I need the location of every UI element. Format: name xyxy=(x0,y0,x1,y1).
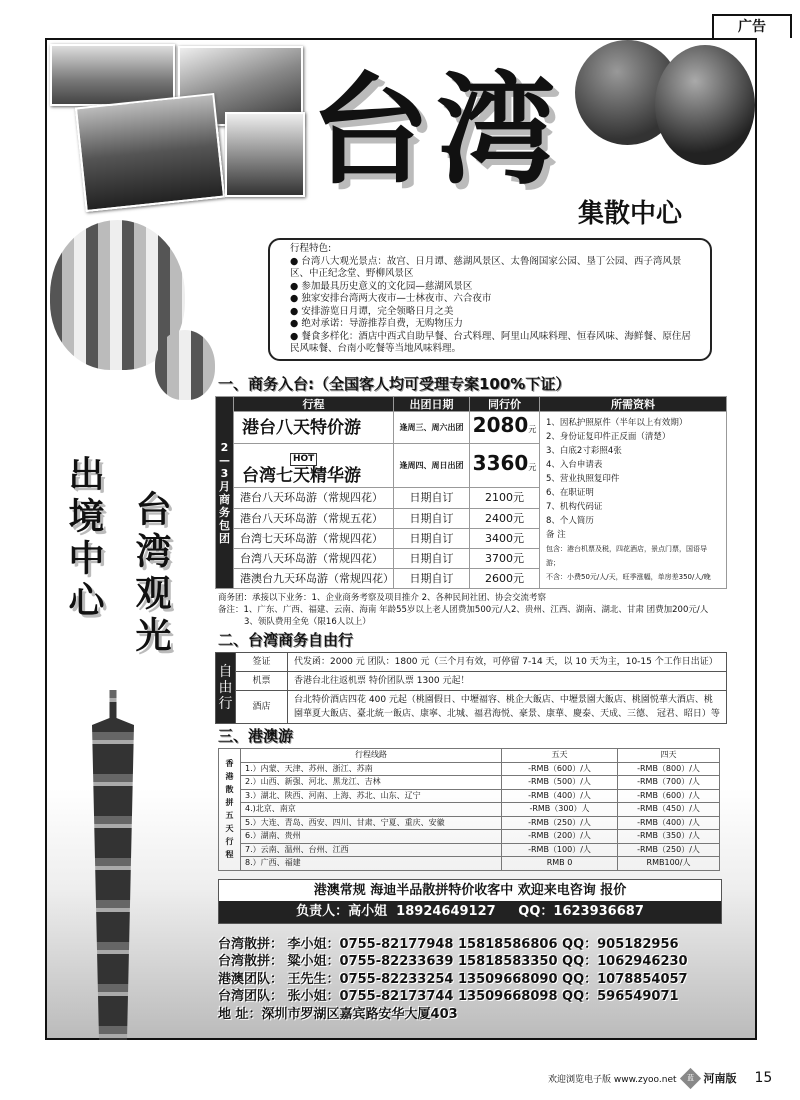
note-line: 备注：1、广东、广西、福建、云南、海南 年龄55岁以上老人团费加500元/人2、贵州、江西、湖南、湖北、甘肃 团费加200元/人 xyxy=(218,605,709,615)
contact-list xyxy=(218,936,727,1024)
logo-diamond-icon xyxy=(679,1067,700,1088)
section1-notes xyxy=(218,592,727,628)
tour-price: 2600元 xyxy=(470,568,540,588)
business-tour-table xyxy=(215,396,727,589)
tour-price: 3700元 xyxy=(470,548,540,568)
subtitle: 集散中心 xyxy=(578,199,683,229)
doc-item: 8、个人简历 xyxy=(546,516,594,526)
price-4-day: -RMB（450）/人 xyxy=(618,803,720,817)
feature-item: ● 独家安排台湾两大夜市—士林夜市、六合夜市 xyxy=(290,293,492,304)
table-row xyxy=(216,653,727,672)
table-row xyxy=(216,412,727,444)
feature-item: ● 参加最具历史意义的文化园—慈湖风景区 xyxy=(290,280,473,292)
contact-line: 港澳团队： 王先生：0755-82233254 13509668090 QQ：1078854057 xyxy=(218,971,688,987)
price-4-day: RMB100/人 xyxy=(618,857,720,871)
price-5-day: RMB 0 xyxy=(502,857,618,871)
feature-text: 绝对承诺：导游推荐自费，无购物压力 xyxy=(301,318,463,329)
tour-price: 2400元 xyxy=(470,508,540,528)
tour-date: 日期自订 xyxy=(394,548,470,568)
section3-title: 三、港澳游 xyxy=(218,727,294,745)
col-header: 行程线路 xyxy=(241,749,502,763)
tour-price xyxy=(470,444,540,488)
page-number: 15 xyxy=(754,1070,773,1086)
contact-line: 台湾团队： 张小姐：0755-82173744 13509668098 QQ：596549071 xyxy=(218,989,679,1004)
required-docs xyxy=(540,412,727,589)
price-4-day: -RMB（800）/人 xyxy=(618,762,720,776)
table-row xyxy=(219,776,720,790)
note-line: 商务团：承接以下业务：1、企业商务考察及项目推介 2、各种民间社团、协会交流考察 xyxy=(218,593,547,603)
feature-item: ● 绝对承诺：导游推荐自费，无购物压力 xyxy=(290,318,463,329)
table-row xyxy=(219,803,720,817)
features-heading: 行程特色: xyxy=(290,243,332,254)
price-value: 3360 xyxy=(472,451,529,476)
price-5-day: -RMB（300）人 xyxy=(502,803,618,817)
feature-text: 安排游览日月谭，完全领略日月之美 xyxy=(301,305,454,317)
price-unit: 元 xyxy=(528,425,537,435)
row-text: 代发函：2000 元 团队：1800 元（三个月有效，可停留 7-14 天，以 10 天为主，10-15 个工作日出证） xyxy=(288,653,727,672)
feature-text: 餐食多样化：酒店中西式自助早餐、台式料理、阿里山风味料理、恒春风味、海鲜餐、原住居民风味餐、台南小吃餐等当地风味料理。 xyxy=(290,330,691,354)
price-4-day: -RMB（600）/人 xyxy=(618,789,720,803)
section1-title: 一、商务入台:（全国客人均可受理专案100%下证） xyxy=(218,375,571,393)
side-label: 自由行 xyxy=(216,653,236,724)
price-5-day: -RMB（400）/人 xyxy=(502,789,618,803)
tour-name: 台湾七天环岛游（常规四花） xyxy=(234,528,394,548)
banner-line2: 负责人：高小姐 18924649127 QQ：1623936687 xyxy=(219,901,721,923)
table-row xyxy=(219,762,720,776)
col-header: 所需资料 xyxy=(540,397,727,412)
price-4-day: -RMB（700）/人 xyxy=(618,776,720,790)
doc-item: 3、白底2寸彩照4张 xyxy=(546,446,622,456)
footer-edition: 河南版 xyxy=(703,1072,737,1085)
side-text-outbound: 出境中心 xyxy=(63,455,104,623)
tour-name: 台湾八天环岛游（常规四花） xyxy=(234,548,394,568)
route: 4.)北京、南京 xyxy=(241,803,502,817)
feature-text: 独家安排台湾两大夜市—士林夜市、六合夜市 xyxy=(301,293,492,304)
doc-item: 不含：小费50元/人/天，旺季涨幅，单房差350/人/晚 xyxy=(546,573,711,581)
tour-date: 逢周三、周六出团 xyxy=(394,412,470,444)
price-unit: 元 xyxy=(528,463,537,473)
tour-price xyxy=(470,412,540,444)
table-row xyxy=(219,749,720,763)
photo-memorial-gate xyxy=(50,44,175,106)
row-text: 台北特价酒店四花 400 元起（桃園假日、中壢福容、桃企大飯店、中壢景園大飯店、桃園悦華大酒店、桃園華夏大飯店、臺北統一飯店、康寧、北城、福君海悦、豪景、康華、慶泰、天成、三德、 冠君、昭日）等 xyxy=(288,691,727,724)
doc-item: 6、在职证明 xyxy=(546,488,594,498)
doc-item: 备 注 xyxy=(546,530,566,540)
row-label: 签证 xyxy=(236,653,288,672)
feature-item: ● 餐食多样化：酒店中西式自助早餐、台式料理、阿里山风味料理、恒春风味、海鲜餐、原住居民风味餐、台南小吃餐等当地风味料理。 xyxy=(290,330,691,354)
doc-item: 1、因私护照原件（半年以上有效期） xyxy=(546,418,688,428)
side-text-taiwan: 台湾观光 xyxy=(130,490,171,658)
contact-line: 台湾散拼： 李小姐：0755-82177948 15818586806 QQ：905182956 xyxy=(218,936,679,952)
section2-title: 二、台湾商务自由行 xyxy=(218,631,354,649)
price-4-day: -RMB（350）/人 xyxy=(618,830,720,844)
price-5-day: -RMB（200）/人 xyxy=(502,830,618,844)
row-label: 酒店 xyxy=(236,691,288,724)
table-row xyxy=(219,830,720,844)
price-5-day: -RMB（250）/人 xyxy=(502,816,618,830)
free-travel-table xyxy=(215,652,727,724)
hot-badge: HOT xyxy=(290,453,317,466)
table-row xyxy=(216,691,727,724)
row-label: 机票 xyxy=(236,672,288,691)
footer-welcome: 欢迎浏览电子版 www.zyoo.net xyxy=(548,1074,677,1085)
route: 2.）山西、新强、河北、黑龙江、吉林 xyxy=(241,776,502,790)
tour-date: 逢周四、周日出团 xyxy=(394,444,470,488)
logo-char: 蓝 xyxy=(686,1073,694,1082)
tour-price: 3400元 xyxy=(470,528,540,548)
feature-item: ● 台湾八大观光景点：故宫、日月谭、慈湖风景区、太鲁阁国家公园、垦丁公园、西子湾风景区、中正纪念堂、野柳风景区 xyxy=(290,255,682,279)
contact-banner xyxy=(218,879,722,924)
tour-date: 日期自订 xyxy=(394,508,470,528)
price-5-day: -RMB（100）/人 xyxy=(502,843,618,857)
table-row xyxy=(219,843,720,857)
side-label: 2—3月商务包团 xyxy=(216,397,234,589)
doc-item: 2、身份证复印件正反面（清楚） xyxy=(546,432,671,442)
doc-item: 4、入台申请表 xyxy=(546,460,603,470)
route: 6.）湖南、贵州 xyxy=(241,830,502,844)
photo-lake xyxy=(225,112,305,197)
itinerary-features xyxy=(268,238,712,361)
note-line: 3、领队费用全免（限16人以上） xyxy=(244,617,371,627)
photo-temple xyxy=(75,93,225,212)
doc-item: 5、营业执照复印件 xyxy=(546,474,620,484)
col-header: 五天 xyxy=(502,749,618,763)
contact-line: 台湾散拼： 粱小姐：0755-82233639 15818583350 QQ：1062946230 xyxy=(218,954,688,969)
feature-text: 台湾八大观光景点：故宫、日月谭、慈湖风景区、太鲁阁国家公园、垦丁公园、西子湾风景区、中正纪念堂、野柳风景区 xyxy=(290,255,682,279)
price-value: 2080 xyxy=(472,413,529,438)
table-row xyxy=(219,816,720,830)
tour-price: 2100元 xyxy=(470,488,540,508)
route: 5.）大连、青岛、西安、四川、甘肃、宁夏、重庆、安徽 xyxy=(241,816,502,830)
col-header: 出团日期 xyxy=(394,397,470,412)
row-text: 香港台北往返机票 特价团队票 1300 元起！ xyxy=(288,672,727,691)
lantern-2 xyxy=(655,45,755,165)
price-5-day: -RMB（500）/人 xyxy=(502,776,618,790)
table-row xyxy=(219,857,720,871)
tour-name: 港澳台九天环岛游（常规四花） xyxy=(234,568,394,588)
col-header: 四天 xyxy=(618,749,720,763)
doc-item: 7、机构代码证 xyxy=(546,502,603,512)
title: 台湾 xyxy=(310,62,562,201)
doc-item: 包含：港台机票及税，四花酒店，景点门票，国语导游； xyxy=(546,545,707,567)
tour-name: 港台八天特价游 xyxy=(234,412,394,444)
price-4-day: -RMB（250）/人 xyxy=(618,843,720,857)
price-5-day: -RMB（600）/人 xyxy=(502,762,618,776)
route: 8.）广西、福建 xyxy=(241,857,502,871)
contact-line: 地 址：深圳市罗湖区嘉宾路安华大厦403 xyxy=(218,1006,458,1022)
price-4-day: -RMB（400）/人 xyxy=(618,816,720,830)
feature-text: 参加最具历史意义的文化园—慈湖风景区 xyxy=(301,280,473,292)
tour-date: 日期自订 xyxy=(394,568,470,588)
tour-date: 日期自订 xyxy=(394,488,470,508)
main-content xyxy=(215,372,727,1023)
route: 3.）湖北、陕西、河南、上海、苏北、山东、辽宁 xyxy=(241,789,502,803)
tour-date: 日期自订 xyxy=(394,528,470,548)
hot-air-balloon-small xyxy=(155,330,215,400)
page-footer xyxy=(548,1070,772,1086)
table-row xyxy=(216,672,727,691)
feature-item: ● 安排游览日月谭，完全领略日月之美 xyxy=(290,305,454,317)
col-header: 行程 xyxy=(234,397,394,412)
tour-name: 港台八天环岛游（常规四花） xyxy=(234,488,394,508)
table-row xyxy=(219,789,720,803)
banner-line1: 港澳常规 海迪半品散拼特价收客中 欢迎来电咨询 报价 xyxy=(219,880,721,901)
tour-name-text: 台湾七天精华游 xyxy=(242,465,361,486)
col-header: 同行价 xyxy=(470,397,540,412)
ad-tag: 广告 xyxy=(712,14,792,38)
tour-name xyxy=(234,444,394,488)
route: 1.）内蒙、天津、苏州、浙江、苏南 xyxy=(241,762,502,776)
hk-macau-table xyxy=(218,748,720,871)
tour-name: 港台八天环岛游（常规五花） xyxy=(234,508,394,528)
route: 7.）云南、温州、台州、江西 xyxy=(241,843,502,857)
side-label: 香港散拼五天行程 xyxy=(219,749,241,871)
